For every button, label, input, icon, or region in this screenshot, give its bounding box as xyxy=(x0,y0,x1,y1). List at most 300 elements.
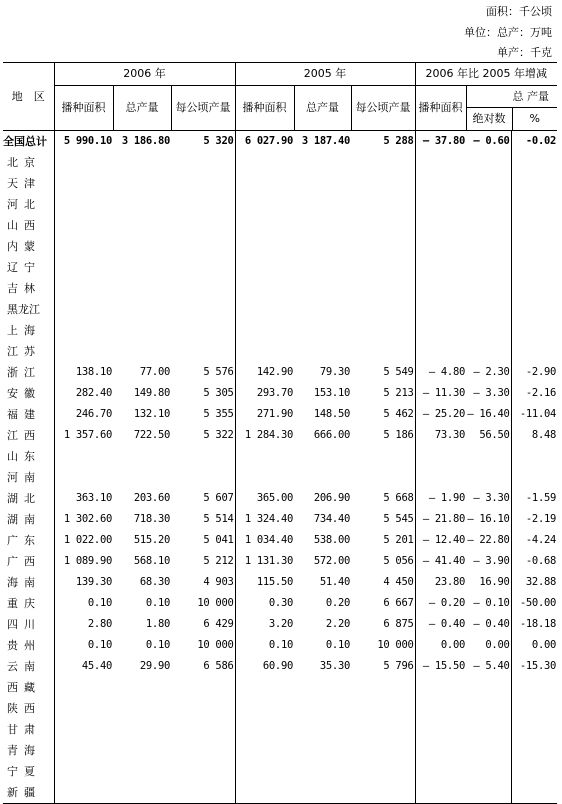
region-cell: 广东 xyxy=(3,530,54,551)
output-2006-cell xyxy=(113,782,171,804)
output-change-abs-cell xyxy=(466,152,511,173)
output-change-abs-cell xyxy=(466,278,511,299)
yield-2005-cell: 5 462 xyxy=(351,404,415,425)
region-cell: 河北 xyxy=(3,194,54,215)
output-change-abs-cell xyxy=(466,173,511,194)
area-2006-cell xyxy=(54,740,113,761)
output-2005-cell xyxy=(294,740,351,761)
output-2006-cell: 149.80 xyxy=(133,387,170,399)
header-2005: 2005 年 xyxy=(235,63,415,86)
yield-2005-cell xyxy=(351,278,415,299)
area-change-cell xyxy=(415,761,466,782)
output-2006-cell xyxy=(113,278,171,299)
region-cell: 黑龙江 xyxy=(3,299,54,320)
output-change-pct-cell: -4.24 xyxy=(525,534,557,546)
yield-2005-cell: 5 796 xyxy=(351,656,415,677)
region-cell: 辽宁 xyxy=(3,257,54,278)
header-yield-2006: 每公顷产量 xyxy=(171,86,235,131)
output-change-abs-cell: – 16.40 xyxy=(466,404,511,425)
output-2006-cell: 132.10 xyxy=(133,408,170,420)
area-2006-cell: 2.80 xyxy=(87,618,112,630)
output-change-pct-cell: -11.04 xyxy=(519,408,557,420)
table-row xyxy=(3,593,557,614)
table-row xyxy=(3,215,557,236)
output-2006-cell xyxy=(113,299,171,320)
yield-2005-cell: 5 056 xyxy=(351,551,415,572)
yield-2006-cell: 5 041 xyxy=(171,530,235,551)
output-2006-cell: 718.30 xyxy=(133,513,170,525)
region-cell: 新疆 xyxy=(3,782,54,804)
yield-2005-cell xyxy=(351,698,415,719)
area-2006-cell xyxy=(54,761,113,782)
yield-2005-cell: 10 000 xyxy=(351,635,415,656)
output-change-abs-cell xyxy=(466,215,511,236)
area-2006-cell: 139.30 xyxy=(75,576,112,588)
units-output: 单位：总产：万吨 xyxy=(464,26,552,39)
table-row xyxy=(3,425,557,446)
region-cell: 陕西 xyxy=(3,698,54,719)
area-2006-cell xyxy=(54,446,113,467)
output-change-pct-cell xyxy=(511,320,557,341)
region-cell: 山东 xyxy=(3,446,54,467)
output-change-abs-cell: 56.50 xyxy=(466,425,511,446)
header-output-2005: 总产量 xyxy=(294,86,351,131)
area-2005-cell: 1 131.30 xyxy=(244,555,293,567)
area-change-cell xyxy=(415,740,466,761)
output-2006-cell xyxy=(113,215,171,236)
yield-2006-cell xyxy=(171,761,235,782)
area-2005-cell: 0.30 xyxy=(268,597,293,609)
output-change-pct-cell: -15.30 xyxy=(519,660,557,672)
output-2005-cell xyxy=(294,467,351,488)
area-2006-cell: 0.10 xyxy=(87,639,112,651)
output-change-abs-cell: – 3.30 xyxy=(466,488,511,509)
area-change-cell: – 11.30 xyxy=(422,387,465,399)
yield-2006-cell: 10 000 xyxy=(171,635,235,656)
area-2006-cell: 363.10 xyxy=(75,492,112,504)
yield-2005-cell xyxy=(351,257,415,278)
header-area-2006: 播种面积 xyxy=(54,86,113,131)
yield-2006-cell xyxy=(171,782,235,804)
yield-2005-cell: 5 549 xyxy=(351,362,415,383)
yield-2006-cell xyxy=(171,698,235,719)
output-change-abs-cell xyxy=(466,194,511,215)
output-change-abs-cell xyxy=(466,341,511,362)
region-cell: 北京 xyxy=(3,152,54,173)
region-cell: 云南 xyxy=(3,656,54,677)
units-yield: 单产：千克 xyxy=(497,46,552,59)
output-change-pct-cell: -0.02 xyxy=(525,135,557,147)
output-change-abs-cell xyxy=(466,782,511,804)
output-2005-cell: 0.10 xyxy=(325,639,350,651)
area-2006-cell: 5 990.10 xyxy=(63,135,112,147)
output-change-pct-cell: -18.18 xyxy=(519,618,557,630)
region-cell: 海南 xyxy=(3,572,54,593)
output-change-abs-cell xyxy=(466,257,511,278)
table-row xyxy=(3,614,557,635)
yield-2005-cell: 5 213 xyxy=(351,383,415,404)
output-change-pct-cell xyxy=(511,257,557,278)
table-row xyxy=(3,320,557,341)
output-change-pct-cell xyxy=(511,152,557,173)
yield-2005-cell xyxy=(351,299,415,320)
output-2006-cell xyxy=(113,257,171,278)
output-change-abs-cell xyxy=(466,740,511,761)
table-row xyxy=(3,698,557,719)
yield-2005-cell: 6 667 xyxy=(351,593,415,614)
output-change-pct-cell xyxy=(511,677,557,698)
region-cell: 湖北 xyxy=(3,488,54,509)
output-2005-cell xyxy=(294,446,351,467)
yield-2005-cell xyxy=(351,236,415,257)
area-2005-cell xyxy=(235,194,294,215)
output-2005-cell: 153.10 xyxy=(313,387,350,399)
output-2006-cell xyxy=(113,446,171,467)
area-2005-cell xyxy=(235,446,294,467)
yield-2006-cell xyxy=(171,740,235,761)
table-row xyxy=(3,719,557,740)
area-change-cell xyxy=(415,236,466,257)
table-row xyxy=(3,677,557,698)
area-2006-cell: 1 022.00 xyxy=(63,534,112,546)
yield-2005-cell xyxy=(351,446,415,467)
region-cell: 内蒙 xyxy=(3,236,54,257)
output-2006-cell xyxy=(113,467,171,488)
area-change-cell: – 0.40 xyxy=(428,618,465,630)
yield-2006-cell: 5 607 xyxy=(171,488,235,509)
output-2006-cell xyxy=(113,719,171,740)
output-change-abs-cell: – 0.10 xyxy=(466,593,511,614)
region-cell: 贵州 xyxy=(3,635,54,656)
area-2005-cell: 0.10 xyxy=(268,639,293,651)
output-2006-cell xyxy=(113,761,171,782)
area-change-cell: – 37.80 xyxy=(422,135,465,147)
statistics-table xyxy=(3,62,557,804)
output-change-abs-cell: – 0.40 xyxy=(466,614,511,635)
yield-2006-cell: 5 322 xyxy=(171,425,235,446)
yield-2005-cell: 5 545 xyxy=(351,509,415,530)
area-2006-cell: 246.70 xyxy=(75,408,112,420)
table-row xyxy=(3,551,557,572)
area-change-cell: – 25.20 xyxy=(422,408,465,420)
output-change-pct-cell xyxy=(511,173,557,194)
output-2006-cell xyxy=(113,320,171,341)
yield-2006-cell: 5 320 xyxy=(171,131,235,153)
region-cell: 江苏 xyxy=(3,341,54,362)
header-region: 地 区 xyxy=(3,63,54,131)
output-change-abs-cell xyxy=(466,320,511,341)
table-row xyxy=(3,656,557,677)
yield-2005-cell: 4 450 xyxy=(351,572,415,593)
header-percent: % xyxy=(529,112,540,125)
region-cell: 甘肃 xyxy=(3,719,54,740)
area-2005-cell xyxy=(235,278,294,299)
output-2006-cell: 29.90 xyxy=(139,660,170,672)
header-yield-2005: 每公顷产量 xyxy=(351,86,415,131)
output-change-abs-cell: – 2.30 xyxy=(466,362,511,383)
region-cell: 广西 xyxy=(3,551,54,572)
area-2006-cell xyxy=(54,299,113,320)
area-2005-cell: 271.90 xyxy=(256,408,293,420)
area-2005-cell xyxy=(235,257,294,278)
area-2005-cell xyxy=(235,152,294,173)
region-cell: 河南 xyxy=(3,467,54,488)
yield-2006-cell: 5 576 xyxy=(171,362,235,383)
table-row xyxy=(3,278,557,299)
output-change-pct-cell xyxy=(511,782,557,804)
table-row xyxy=(3,383,557,404)
header-area-2005: 播种面积 xyxy=(235,86,294,131)
output-2006-cell: 0.10 xyxy=(145,597,170,609)
output-change-abs-cell xyxy=(466,299,511,320)
output-change-pct-cell xyxy=(511,740,557,761)
output-change-pct-cell xyxy=(511,698,557,719)
output-2005-cell: 79.30 xyxy=(319,366,350,378)
header-output-group: 总 产量 xyxy=(467,86,558,108)
region-cell: 福建 xyxy=(3,404,54,425)
area-change-cell: – 4.80 xyxy=(428,366,465,378)
output-2006-cell: 1.80 xyxy=(145,618,170,630)
region-cell: 天津 xyxy=(3,173,54,194)
output-change-abs-cell xyxy=(466,677,511,698)
output-2005-cell: 2.20 xyxy=(325,618,350,630)
area-2006-cell xyxy=(54,236,113,257)
output-change-abs-cell: 16.90 xyxy=(466,572,511,593)
area-change-cell xyxy=(415,782,466,804)
yield-2006-cell xyxy=(171,278,235,299)
area-2005-cell xyxy=(235,782,294,804)
area-2006-cell xyxy=(54,341,113,362)
output-2006-cell: 0.10 xyxy=(145,639,170,651)
area-2006-cell: 1 357.60 xyxy=(63,429,112,441)
yield-2006-cell xyxy=(171,173,235,194)
area-2005-cell: 1 034.40 xyxy=(244,534,293,546)
area-change-cell xyxy=(415,173,466,194)
output-2006-cell: 203.60 xyxy=(133,492,170,504)
output-change-pct-cell xyxy=(511,236,557,257)
output-2005-cell: 734.40 xyxy=(313,513,350,525)
output-2005-cell: 0.20 xyxy=(325,597,350,609)
yield-2006-cell xyxy=(171,341,235,362)
output-2006-cell: 77.00 xyxy=(139,366,170,378)
region-cell: 青海 xyxy=(3,740,54,761)
area-change-cell xyxy=(415,215,466,236)
yield-2006-cell xyxy=(171,236,235,257)
yield-2005-cell: 5 201 xyxy=(351,530,415,551)
header-change: 2006 年比 2005 年增减 xyxy=(415,63,557,86)
region-cell: 重庆 xyxy=(3,593,54,614)
area-2005-cell xyxy=(235,740,294,761)
area-2006-cell xyxy=(54,782,113,804)
region-cell: 湖南 xyxy=(3,509,54,530)
table-row xyxy=(3,782,557,804)
output-2006-cell xyxy=(113,698,171,719)
area-2005-cell: 115.50 xyxy=(256,576,293,588)
output-2006-cell: 68.30 xyxy=(139,576,170,588)
region-cell: 安徽 xyxy=(3,383,54,404)
area-change-cell: 73.30 xyxy=(434,429,465,441)
output-change-pct-cell: 8.48 xyxy=(531,429,557,441)
output-2005-cell: 538.00 xyxy=(313,534,350,546)
yield-2006-cell: 4 903 xyxy=(171,572,235,593)
area-change-cell xyxy=(415,257,466,278)
area-change-cell: – 12.40 xyxy=(422,534,465,546)
header-output-change-group xyxy=(466,86,557,131)
output-change-pct-cell: 32.88 xyxy=(525,576,557,588)
table-row xyxy=(3,530,557,551)
output-2005-cell xyxy=(294,719,351,740)
area-2005-cell xyxy=(235,698,294,719)
yield-2005-cell xyxy=(351,173,415,194)
table-row xyxy=(3,341,557,362)
output-2005-cell xyxy=(294,761,351,782)
region-cell: 山西 xyxy=(3,215,54,236)
table-row xyxy=(3,362,557,383)
output-change-abs-cell: – 3.30 xyxy=(466,383,511,404)
area-2006-cell xyxy=(54,467,113,488)
yield-2006-cell xyxy=(171,257,235,278)
output-2005-cell: 3 187.40 xyxy=(301,135,350,147)
output-change-pct-cell: -1.59 xyxy=(525,492,557,504)
area-2006-cell xyxy=(54,215,113,236)
output-2005-cell: 206.90 xyxy=(313,492,350,504)
region-cell: 江西 xyxy=(3,425,54,446)
yield-2006-cell xyxy=(171,719,235,740)
output-2005-cell xyxy=(294,152,351,173)
yield-2006-cell xyxy=(171,215,235,236)
area-2005-cell: 3.20 xyxy=(268,618,293,630)
table-row xyxy=(3,761,557,782)
area-2006-cell xyxy=(54,677,113,698)
region-cell: 西藏 xyxy=(3,677,54,698)
yield-2006-cell xyxy=(171,677,235,698)
area-change-cell xyxy=(415,341,466,362)
area-2006-cell xyxy=(54,719,113,740)
table-row xyxy=(3,635,557,656)
area-change-cell xyxy=(415,467,466,488)
output-change-pct-cell: -2.16 xyxy=(525,387,557,399)
yield-2006-cell xyxy=(171,194,235,215)
yield-2005-cell xyxy=(351,719,415,740)
area-change-cell: – 21.80 xyxy=(422,513,465,525)
area-change-cell xyxy=(415,677,466,698)
area-2006-cell xyxy=(54,320,113,341)
output-2006-cell: 568.10 xyxy=(133,555,170,567)
area-change-cell: – 15.50 xyxy=(422,660,465,672)
area-change-cell xyxy=(415,299,466,320)
output-2005-cell: 148.50 xyxy=(313,408,350,420)
area-2005-cell xyxy=(235,320,294,341)
yield-2005-cell xyxy=(351,782,415,804)
area-change-cell: – 41.40 xyxy=(422,555,465,567)
area-2005-cell: 142.90 xyxy=(256,366,293,378)
area-2005-cell xyxy=(235,761,294,782)
output-2005-cell: 666.00 xyxy=(313,429,350,441)
yield-2006-cell: 6 586 xyxy=(171,656,235,677)
area-2006-cell xyxy=(54,698,113,719)
yield-2006-cell xyxy=(171,467,235,488)
region-cell: 浙江 xyxy=(3,362,54,383)
yield-2006-cell: 5 305 xyxy=(171,383,235,404)
area-2006-cell: 1 089.90 xyxy=(63,555,112,567)
area-change-cell xyxy=(415,446,466,467)
table-row xyxy=(3,572,557,593)
output-change-pct-cell xyxy=(511,446,557,467)
yield-2005-cell xyxy=(351,740,415,761)
region-cell: 全国总计 xyxy=(3,131,54,153)
units-area: 面积：千公顷 xyxy=(486,5,552,18)
area-change-cell: 0.00 xyxy=(440,639,465,651)
table-row xyxy=(3,152,557,173)
region-cell: 上海 xyxy=(3,320,54,341)
output-change-pct-cell: -50.00 xyxy=(519,597,557,609)
output-2006-cell xyxy=(113,740,171,761)
output-change-abs-cell xyxy=(466,698,511,719)
output-change-pct-cell xyxy=(511,467,557,488)
output-change-pct-cell xyxy=(511,278,557,299)
area-2005-cell xyxy=(235,677,294,698)
output-change-abs-cell: 0.00 xyxy=(466,635,511,656)
output-change-pct-cell xyxy=(511,761,557,782)
area-change-cell xyxy=(415,194,466,215)
area-change-cell xyxy=(415,320,466,341)
output-change-pct-cell: 0.00 xyxy=(531,639,557,651)
area-change-cell xyxy=(415,698,466,719)
output-change-abs-cell xyxy=(466,467,511,488)
output-change-pct-cell xyxy=(511,341,557,362)
yield-2005-cell xyxy=(351,341,415,362)
area-2006-cell xyxy=(54,194,113,215)
area-2006-cell xyxy=(54,257,113,278)
area-2006-cell: 282.40 xyxy=(75,387,112,399)
area-change-cell: – 1.90 xyxy=(428,492,465,504)
yield-2005-cell: 6 875 xyxy=(351,614,415,635)
output-change-abs-cell: – 22.80 xyxy=(466,530,511,551)
yield-2006-cell: 10 000 xyxy=(171,593,235,614)
yield-2006-cell xyxy=(171,446,235,467)
output-2005-cell: 35.30 xyxy=(319,660,350,672)
output-2005-cell xyxy=(294,698,351,719)
yield-2005-cell: 5 668 xyxy=(351,488,415,509)
output-2005-cell xyxy=(294,299,351,320)
output-change-pct-cell xyxy=(511,194,557,215)
table-row xyxy=(3,194,557,215)
output-2005-cell xyxy=(294,677,351,698)
area-change-cell: 23.80 xyxy=(434,576,465,588)
area-2005-cell xyxy=(235,299,294,320)
yield-2005-cell xyxy=(351,320,415,341)
table-row-total xyxy=(3,131,557,153)
output-change-abs-cell: – 5.40 xyxy=(466,656,511,677)
header-absolute: 绝对数 xyxy=(467,108,513,130)
yield-2005-cell xyxy=(351,467,415,488)
yield-2006-cell xyxy=(171,320,235,341)
area-2006-cell: 1 302.60 xyxy=(63,513,112,525)
output-2005-cell xyxy=(294,782,351,804)
output-change-pct-cell: -2.19 xyxy=(525,513,557,525)
output-2005-cell xyxy=(294,278,351,299)
table-row xyxy=(3,740,557,761)
region-cell: 四川 xyxy=(3,614,54,635)
output-2006-cell xyxy=(113,236,171,257)
output-change-abs-cell: – 0.60 xyxy=(466,131,511,153)
area-2005-cell: 60.90 xyxy=(262,660,293,672)
table-row xyxy=(3,236,557,257)
output-change-abs-cell xyxy=(466,236,511,257)
area-2005-cell: 293.70 xyxy=(256,387,293,399)
table-row xyxy=(3,446,557,467)
table-row xyxy=(3,404,557,425)
